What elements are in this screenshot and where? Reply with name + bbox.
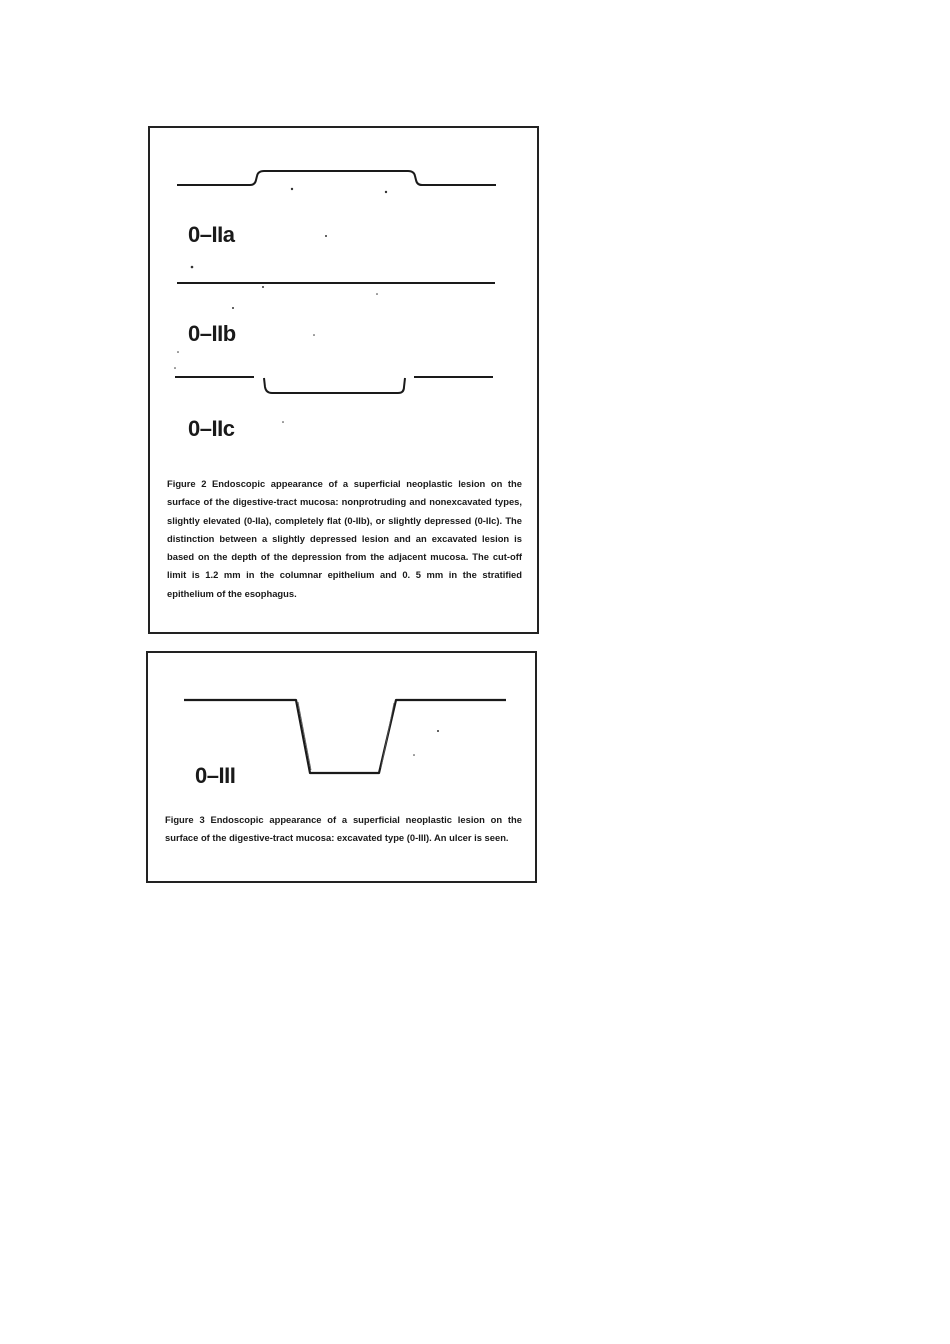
label-0-iib: 0–IIb bbox=[188, 321, 236, 346]
figure-3-panel bbox=[146, 651, 537, 883]
label-0-iia: 0–IIa bbox=[188, 222, 235, 247]
figure-2-panel bbox=[148, 126, 539, 634]
profile-0-iii-wall-shade bbox=[298, 702, 394, 770]
profile-0-iic-depressed bbox=[175, 377, 493, 393]
label-0-iii: 0–III bbox=[195, 763, 236, 788]
label-0-iic: 0–IIc bbox=[188, 416, 235, 441]
figure-2-caption: Figure 2 Endoscopic appearance of a superficial neoplastic lesion on the surface of the digestive-tract mucosa: nonprotruding and nonexcavated types, slightly elevated (0-IIa), completely flat (0-IIb), or slightly depressed (0-IIc). The distinction between a slightly depressed lesion and an excavated lesion is based on the depth of the depression from the adjacent mucosa. The cut-off limit is 1.2 mm in the columnar epithelium and 0. 5 mm in the stratified epithelium of the esophagus. bbox=[167, 478, 522, 599]
scan-specks bbox=[413, 730, 439, 756]
figure-3-caption: Figure 3 Endoscopic appearance of a superficial neoplastic lesion on the surface of the digestive-tract mucosa: excavated type (0-III). An ulcer is seen. bbox=[165, 814, 522, 844]
profile-0-iia-elevated bbox=[177, 171, 496, 185]
